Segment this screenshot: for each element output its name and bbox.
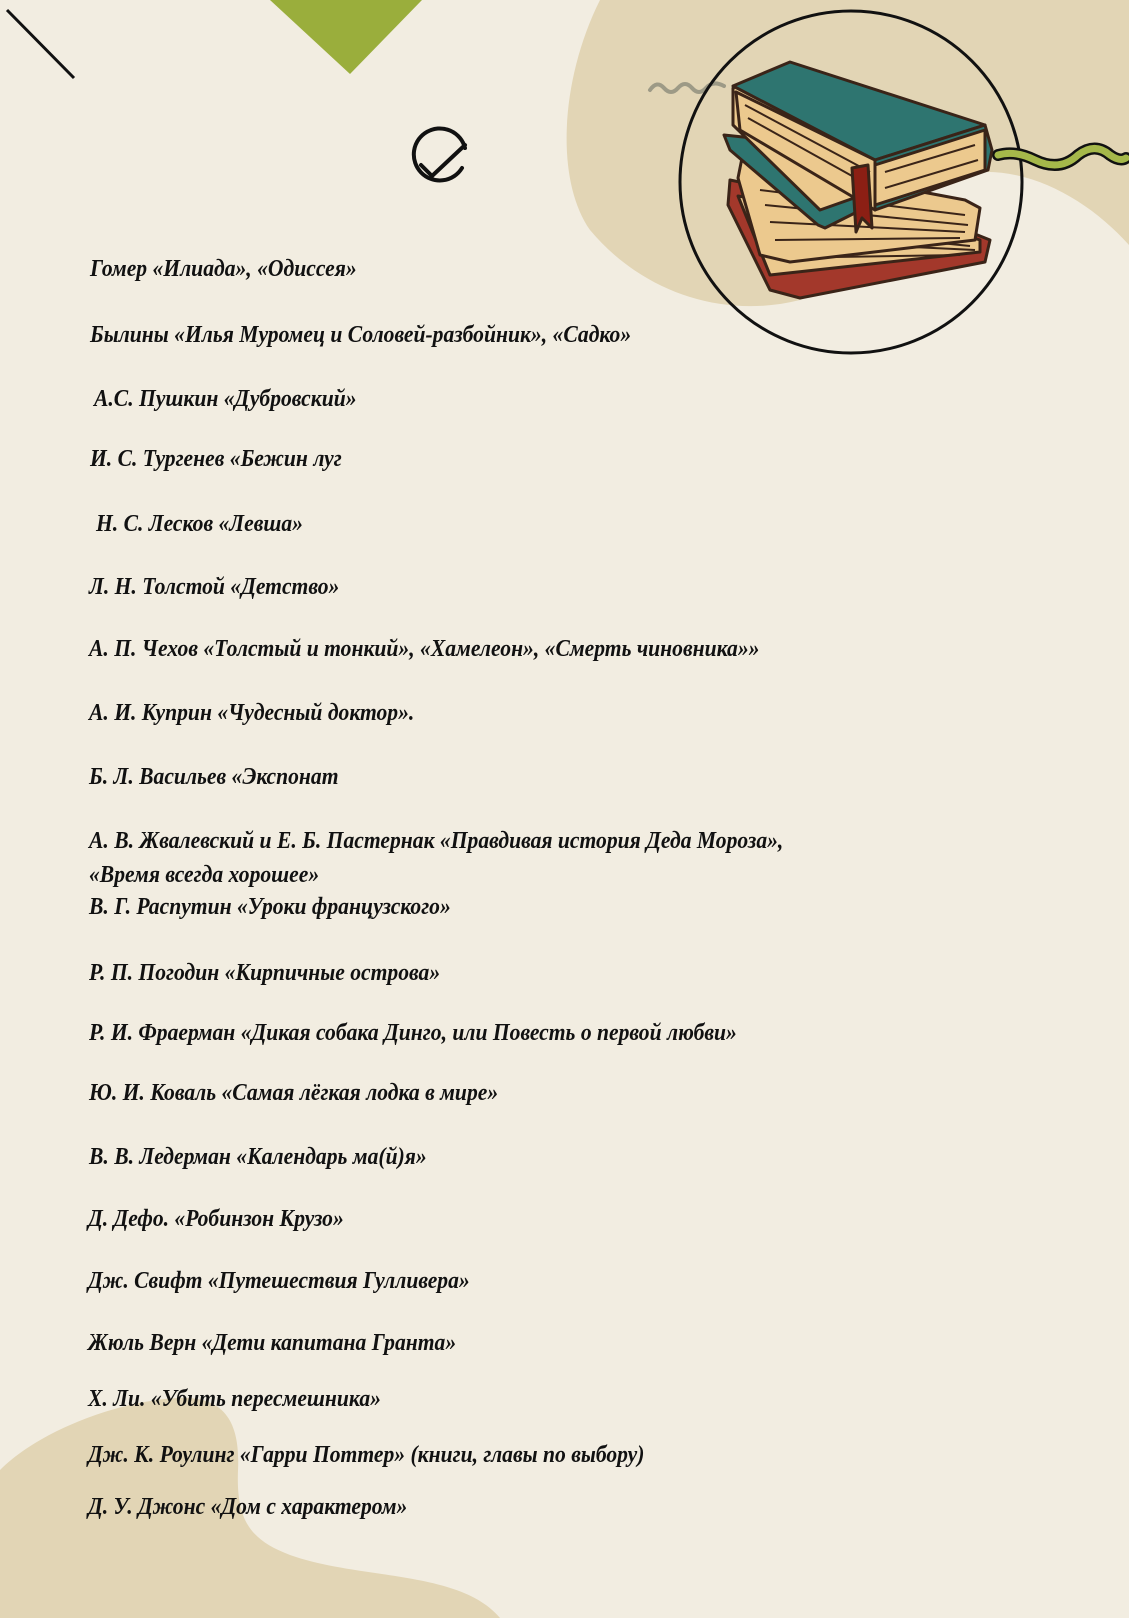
list-item: Дж. Свифт «Путешествия Гулливера» xyxy=(88,1268,470,1294)
list-item: Х. Ли. «Убить пересмешника» xyxy=(88,1386,381,1412)
list-item: Д. Дефо. «Робинзон Крузо» xyxy=(88,1206,344,1232)
list-item: Н. С. Лесков «Левша» xyxy=(96,511,303,537)
list-item: Былины «Илья Муромец и Соловей-разбойник», «Садко» xyxy=(90,322,632,348)
list-item: В. Г. Распутин «Уроки французского» xyxy=(89,894,451,920)
list-item: Б. Л. Васильев «Экспонат xyxy=(89,764,339,790)
list-item: А. В. Жвалевский и Е. Б. Пастернак «Правдивая история Деда Мороза», xyxy=(89,828,784,854)
list-item: В. В. Ледерман «Календарь ма(й)я» xyxy=(89,1144,427,1170)
list-item: Л. Н. Толстой «Детство» xyxy=(89,574,340,600)
list-item-continuation: «Время всегда хорошее» xyxy=(89,862,320,888)
list-item: Дж. К. Роулинг «Гарри Поттер» (книги, главы по выбору) xyxy=(88,1442,645,1468)
list-item: Ю. И. Коваль «Самая лёгкая лодка в мире» xyxy=(89,1080,499,1106)
list-item: А. И. Куприн «Чудесный доктор». xyxy=(89,700,415,726)
list-item: Гомер «Илиада», «Одиссея» xyxy=(90,256,357,282)
list-item: А.С. Пушкин «Дубровский» xyxy=(94,386,357,412)
list-item: Д. У. Джонс «Дом с характером» xyxy=(88,1494,408,1520)
list-item: А. П. Чехов «Толстый и тонкий», «Хамелеон», «Смерть чиновника»» xyxy=(89,636,760,662)
list-item: И. С. Тургенев «Бежин луг xyxy=(90,446,342,472)
list-item: Р. П. Погодин «Кирпичные острова» xyxy=(89,960,441,986)
list-item: Р. И. Фраерман «Дикая собака Динго, или Повесть о первой любви» xyxy=(89,1020,737,1046)
list-item: Жюль Верн «Дети капитана Гранта» xyxy=(88,1330,457,1356)
